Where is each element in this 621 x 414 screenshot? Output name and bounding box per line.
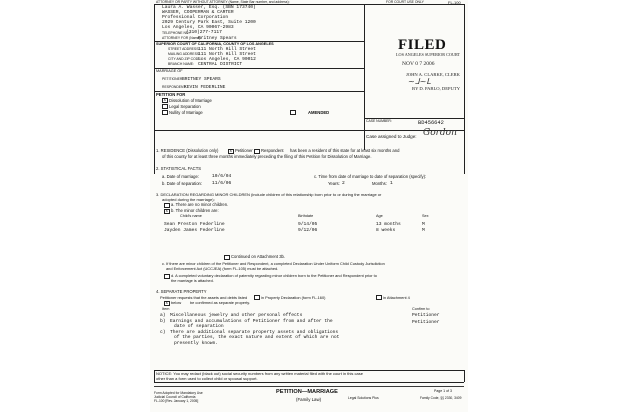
footer-subtitle: (Family Law)	[296, 397, 322, 402]
notice-line2: other than a form used to collect child or spousal support.	[156, 376, 258, 381]
city-label: CITY AND ZIP CODE:	[168, 57, 202, 61]
child-1-age: 13 months	[376, 222, 401, 227]
footer-page: Page 1 of 3	[434, 389, 452, 393]
legal-separation-label: Legal Separation	[169, 103, 201, 109]
dissolution-checkbox[interactable]	[162, 98, 168, 103]
separate-property-intro: Petitioner requests that the assets and debts listed	[160, 294, 248, 300]
property-item-b-to: Petitioner	[412, 320, 440, 325]
notice-line1: NOTICE: You may redact (black out) social security numbers from any written material filed with the court in this case	[156, 370, 363, 376]
child-1-birthdate: 9/14/05	[298, 222, 318, 227]
child-2-name: Jayden James Federline	[164, 228, 225, 233]
continuation-checkbox[interactable]	[224, 255, 230, 260]
below-label: below	[171, 300, 182, 305]
filed-stamp: FILED	[398, 37, 447, 53]
property-item-c-letter: c)	[160, 329, 166, 335]
paternity-line1: d. A completed voluntary declaration of paternity regarding minor children born to the Petitioner and Respondent prior to	[171, 273, 377, 278]
separate-property-title: 4. SEPARATE PROPERTY	[156, 289, 207, 294]
court-branch: CENTRAL DISTRICT	[198, 61, 243, 67]
residence-line2: of this county for at least three months immediately preceding the filing of this Petition for Dissolution of Marriage.	[162, 153, 372, 159]
attorney-header-label: ATTORNEY OR PARTY WITHOUT ATTORNEY (Name, State Bar number, and address):	[156, 0, 290, 4]
respondent-label: RESPONDENT:	[162, 85, 187, 89]
months-label: Months:	[372, 181, 387, 186]
attorney-for: Britney Spears	[198, 35, 237, 41]
paternity-checkbox[interactable]	[164, 274, 170, 279]
minor-children-label: b. The minor children are:	[171, 208, 219, 213]
attachment-4-label: in Attachment 4	[383, 294, 410, 300]
residence-petitioner-label: Petitioner	[235, 148, 253, 153]
court-city: Los Angeles, CA 90012	[198, 56, 256, 62]
branch-label: BRANCH NAME:	[168, 62, 194, 66]
amended-label: AMENDED	[308, 109, 330, 115]
marriage-date-label: a. Date of marriage:	[162, 174, 200, 179]
case-number-label: CASE NUMBER:	[366, 118, 392, 123]
child-1-sex: M	[422, 222, 425, 227]
form-number-top: FL-100	[448, 0, 461, 5]
residence-rest: has been a resident of this state for at least six months and	[290, 148, 400, 153]
judge-assigned-label: Case assigned to Judge:	[366, 133, 417, 139]
time-label: c. Time from date of marriage to date of separation (specify):	[314, 174, 427, 179]
continuation-label: Continued on Attachment 3b.	[231, 254, 286, 259]
child-2-birthdate: 9/12/06	[298, 228, 318, 233]
property-item-c: There are additional separate property assets and obligations	[170, 329, 339, 335]
property-item-a: Miscellaneous jewelry and other personal effects	[170, 313, 303, 318]
uccjea-line2: and Enforcement Act (UCCJEA) (form FL-105) must be attached.	[166, 266, 279, 271]
footer-adopted: Form Adopted for Mandatory Use	[154, 391, 203, 395]
child-2-age: 8 weeks	[376, 228, 396, 233]
separation-date-label: b. Date of separation:	[162, 181, 203, 186]
marriage-date: 10/6/04	[212, 173, 232, 179]
footer-rev: FL-100 [Rev. January 1, 2005]	[154, 399, 199, 403]
court-street: 111 North Hill Street	[198, 46, 256, 52]
respondent-name: KEVIN FEDERLINE	[184, 84, 226, 90]
property-item-c-cont2: presently known.	[174, 340, 219, 346]
child-1-name: Sean Preston Federline	[164, 222, 225, 227]
attachment-4-checkbox[interactable]	[376, 295, 382, 300]
firm-type: Professional Corporation	[162, 15, 229, 20]
property-item-a-letter: a)	[160, 313, 166, 318]
years-value: 2	[342, 180, 345, 186]
property-declaration-label: in Property Declaration (form FL-160)	[261, 294, 326, 300]
months-value: 1	[390, 180, 393, 186]
petition-for-title: PETITION FOR	[156, 92, 186, 97]
separation-date: 11/6/06	[212, 180, 232, 186]
child-name-header: Child's name	[180, 214, 202, 218]
property-item-c-cont1: of the parties, the exact nature and extent of which are not	[174, 335, 340, 340]
deputy-signature: ~ᒧ~ᒪ	[408, 77, 431, 86]
footer-council: Judicial Council of California	[154, 395, 196, 399]
legal-separation-checkbox[interactable]	[162, 104, 168, 109]
attorney-address-1: 2029 Century Park East, Suite 1200	[162, 20, 256, 25]
child-2-sex: M	[422, 228, 425, 233]
firm-name: WASSER, COOPERMAN & CARTER	[162, 10, 234, 15]
footer-solutions: Legal Solutions Plus	[348, 396, 379, 400]
court-use-label: FOR COURT USE ONLY	[386, 0, 424, 4]
case-number: BD456642	[418, 120, 444, 126]
confirm-text: be confirmed as separate property.	[190, 300, 251, 305]
confirm-to-header: Confirm to	[412, 307, 430, 311]
street-label: STREET ADDRESS:	[168, 47, 200, 51]
stamp-clerk: JOHN A. CLARKE, CLERK	[406, 72, 460, 77]
attorney-address-2: Los Angeles, CA 90067-2983	[162, 25, 234, 30]
amended-checkbox[interactable]	[290, 110, 296, 115]
paternity-line2: the marriage is attached.	[171, 278, 214, 283]
minor-children-title-2: adopted during the marriage):	[162, 197, 215, 202]
marriage-of-label: MARRIAGE OF	[156, 69, 183, 73]
attorney-name: Laura A. Wasser, Esq. (SBN 173740)	[162, 5, 256, 10]
court-heading: SUPERIOR COURT OF CALIFORNIA, COUNTY OF LOS ANGELES	[156, 41, 274, 46]
petitioner-name: BRITNEY SPEARS	[182, 76, 221, 82]
footer-code: Family Code, §§ 2330, 3409	[420, 396, 462, 400]
phone-number: (310)277-7117	[186, 30, 222, 35]
property-item-b-cont: date of separation	[174, 324, 224, 329]
residence-respondent-label: Respondent	[261, 148, 284, 153]
dissolution-label: Dissolution of Marriage	[169, 97, 212, 103]
item-header: Item	[162, 307, 170, 311]
birthdate-header: Birthdate	[298, 214, 314, 218]
phone-label: TELEPHONE NO.:	[162, 30, 191, 35]
below-checkbox[interactable]	[164, 301, 170, 306]
stamp-court: LOS ANGELES SUPERIOR COURT	[396, 52, 461, 57]
nullity-checkbox[interactable]	[162, 110, 168, 115]
attorney-for-label: ATTORNEY FOR (Name):	[162, 36, 202, 40]
years-label: Years:	[328, 181, 340, 186]
residence-text: 1. RESIDENCE (Dissolution only)	[156, 148, 219, 153]
judge-name: Gordon	[423, 128, 457, 138]
stamp-deputy: BY D. PABLO, DEPUTY	[412, 86, 461, 91]
nullity-label: Nullity of Marriage	[169, 109, 203, 115]
property-item-b: Earnings and accumulations of Petitioner from and after the	[170, 318, 333, 324]
petitioner-label: PETITIONER:	[162, 77, 184, 81]
mailing-label: MAILING ADDRESS:	[168, 52, 201, 56]
minor-children-checkbox[interactable]	[164, 209, 170, 214]
petition-document	[150, 0, 468, 412]
no-minor-children-label: a. There are no minor children.	[171, 202, 229, 207]
sex-header: Sex	[422, 214, 429, 218]
stamp-date: NOV 0 7 2006	[402, 61, 435, 67]
footer-title: PETITION—MARRIAGE	[276, 389, 338, 395]
court-mailing: 111 North Hill Street	[198, 51, 256, 57]
minor-children-title: 3. DECLARATION REGARDING MINOR CHILDREN (include children of this relationship born prior to or during the marriage or	[156, 192, 382, 197]
property-item-b-letter: b)	[160, 318, 166, 324]
age-header: Age	[376, 214, 383, 218]
statistical-facts-title: 2. STATISTICAL FACTS	[156, 166, 202, 171]
property-item-a-to: Petitioner	[412, 313, 440, 318]
uccjea-line1: c. If there are minor children of the Petitioner and Respondent, a completed Declaration Under Uniform Child Custody Jurisdiction	[162, 261, 385, 266]
property-declaration-checkbox[interactable]	[254, 295, 260, 300]
